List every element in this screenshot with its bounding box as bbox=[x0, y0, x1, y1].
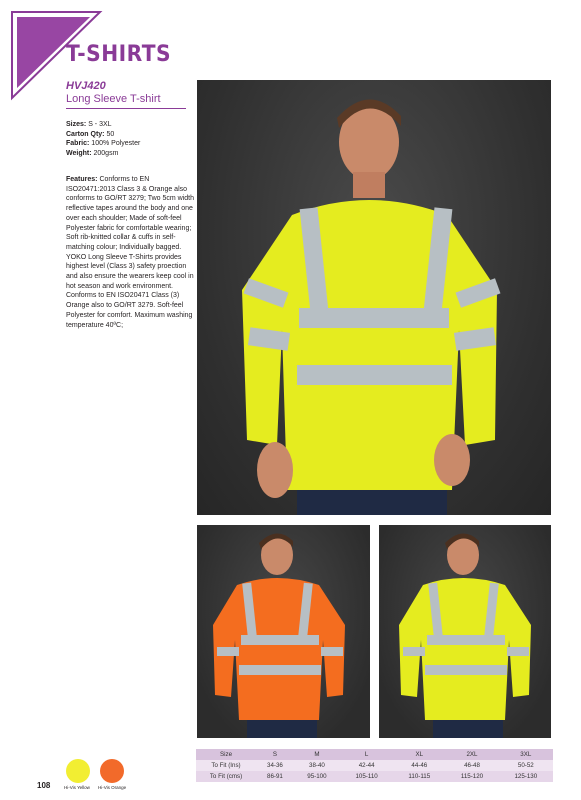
table-row: To Fit (cms) 86-91 95-100 105-110 110-115 115-120 125-130 bbox=[196, 771, 553, 782]
model-yellow-shirt-small-illustration bbox=[379, 525, 551, 738]
size-chart-header: Size S M L XL 2XL 3XL bbox=[196, 749, 553, 760]
spec-list bbox=[66, 120, 191, 158]
page-number: 108 bbox=[37, 781, 51, 790]
product-code: HVJ420 bbox=[66, 80, 106, 92]
colour-label-orange: Hi-Vis Orange bbox=[98, 785, 127, 790]
product-photo-main bbox=[197, 80, 551, 515]
spec-sizes: Sizes: S - 3XL bbox=[66, 121, 112, 128]
table-row: To Fit (Ins) 34-36 38-40 42-44 44-46 46-48 50-52 bbox=[196, 760, 553, 771]
colour-swatch-orange bbox=[100, 759, 124, 783]
colour-label-yellow: Hi-Vis Yellow bbox=[64, 785, 90, 790]
model-yellow-shirt-illustration bbox=[197, 80, 551, 515]
title-divider bbox=[66, 108, 186, 109]
size-chart-table bbox=[196, 749, 553, 782]
product-photo-orange bbox=[197, 525, 370, 738]
spec-weight: Weight: 200gsm bbox=[66, 149, 119, 157]
model-orange-shirt-illustration bbox=[197, 525, 370, 738]
spec-carton-qty: Carton Qty: 50 bbox=[66, 130, 115, 138]
section-title: T-SHIRTS bbox=[66, 42, 172, 67]
spec-fabric: Fabric: 100% Polyester bbox=[66, 140, 141, 148]
product-photo-yellow bbox=[379, 525, 551, 738]
colour-swatch-yellow bbox=[66, 759, 90, 783]
features-text: Features: Conforms to EN ISO20471:2013 Class 3 & Orange also conforms to GO/RT 3279; Two 5cm width reflective tapes around the body and one over each shoulder; Made of soft-feel Polyester fabric for comfortable wearing; Soft rib-knitted collar & cuffs in self-matching colour; Individually bagged. YOKO Long Sleeve T-Shirts provides highest level (Class 3) safety proection and also ensure the wearers keep cool in hot season and work environment. Conforms to EN ISO20471 Class (3) Orange also to GO/RT 3279. Soft-feel Polyester for comfort. Maximum washing temperature 40ºC; bbox=[66, 176, 194, 329]
product-name: Long Sleeve T-shirt bbox=[66, 93, 161, 105]
